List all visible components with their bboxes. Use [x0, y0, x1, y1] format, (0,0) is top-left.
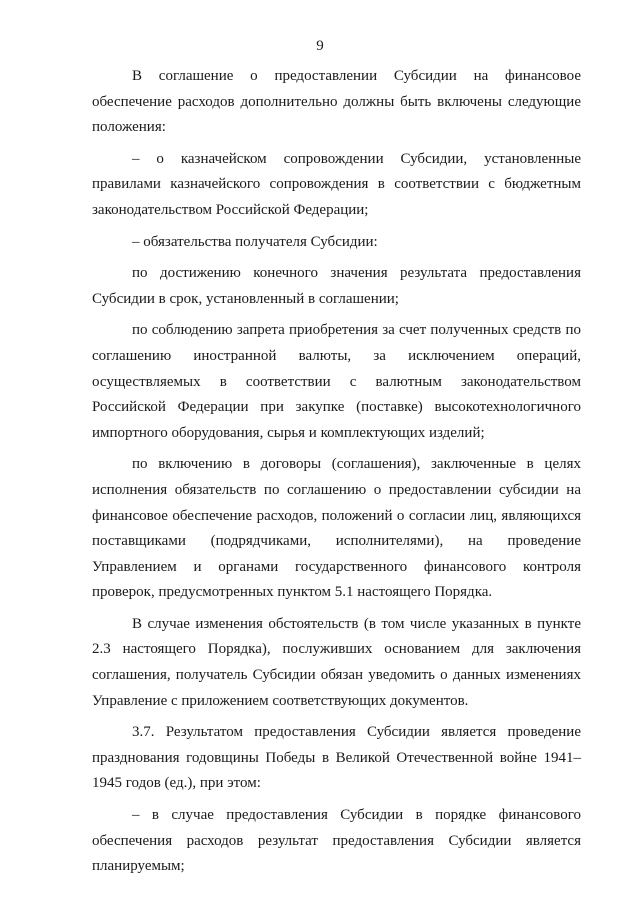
- page-number: 9: [316, 38, 324, 54]
- paragraph-currency-prohibition: по соблюдению запрета приобретения за счет полученных средств по соглашению иностранной валюты, за исключением операций, осуществляемых в соответствии с валютным законодательством Российской Федерации при закупке (поставке) высокотехнологичного импортного оборудования, сырья и комплектующих изделий;: [92, 322, 581, 441]
- paragraph-agreement-provisions: В соглашение о предоставлении Субсидии на финансовое обеспечение расходов дополнительно должны быть включены следующие положения:: [92, 68, 581, 136]
- paragraph-recipient-obligations: – обязательства получателя Субсидии:: [132, 233, 378, 250]
- paragraph-planned-result: – в случае предоставления Субсидии в порядке финансового обеспечения расходов результат предоставления Субсидии является планируемым;: [92, 807, 581, 875]
- document-body: [92, 64, 581, 880]
- paragraph-contract-inclusion: по включению в договоры (соглашения), заключенные в целях исполнения обязательств по соглашению о предоставлении субсидии на финансовое обеспечение расходов, положений о согласии лиц, являющихся поставщиками (подрядчиками, исполнителями), на проведение Управлением и органами государственного финансового контроля проверок, предусмотренных пунктом 5.1 настоящего Порядка.: [92, 456, 581, 601]
- paragraph-circumstances-change: В случае изменения обстоятельств (в том числе указанных в пункте 2.3 настоящего Порядка), послуживших основанием для заключения соглашения, получатель Субсидии обязан уведомить о данных изменениях Управление с приложением соответствующих документов.: [92, 615, 581, 709]
- paragraph-result-achievement: по достижению конечного значения результата предоставления Субсидии в срок, установленный в соглашении;: [92, 265, 581, 307]
- paragraph-subsidy-result: 3.7. Результатом предоставления Субсидии является проведение празднования годовщины Победы в Великой Отечественной войне 1941–1945 годов (ед.), при этом:: [92, 724, 581, 792]
- paragraph-treasury-support: – о казначейском сопровождении Субсидии, установленные правилами казначейского сопровождения в соответствии с бюджетным законодательством Российской Федерации;: [92, 150, 581, 218]
